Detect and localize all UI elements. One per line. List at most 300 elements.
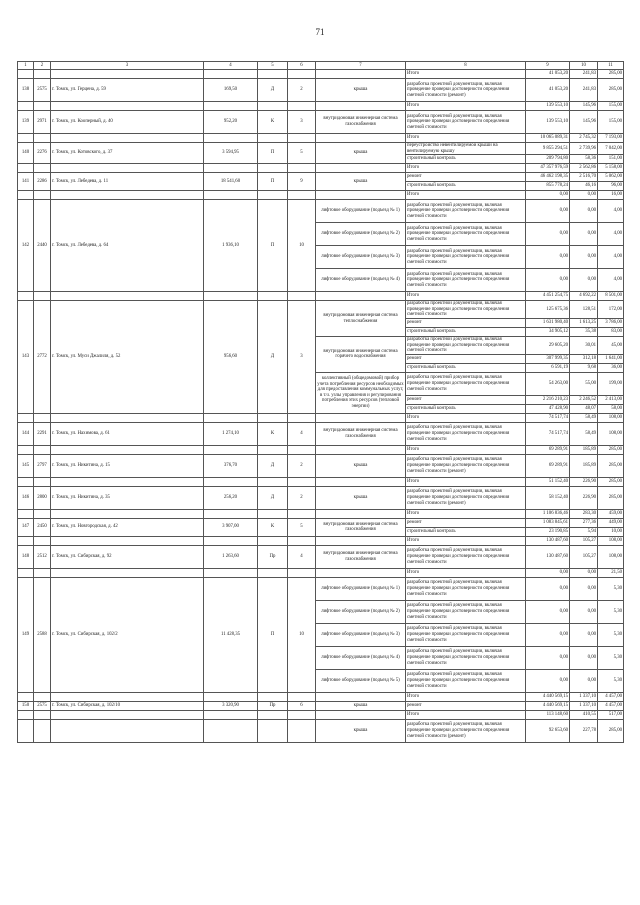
unit-cost-cell: 5,94 <box>570 527 598 536</box>
unit-cost-cell: 0,00 <box>570 600 598 623</box>
element-cell: крыша <box>316 486 406 509</box>
work-type-cell: разработка проектной документации, включая проведение проверки достоверности определения сметной стоимости <box>406 223 526 246</box>
column-number-header: 11 <box>598 62 624 70</box>
limit-cost-cell: 4 457,00 <box>598 692 624 701</box>
empty-cell <box>204 413 258 422</box>
row-number-cell: 146 <box>18 486 34 509</box>
cost-cell: 1 106 836,46 <box>526 509 570 518</box>
unit-cost-cell: 410,55 <box>570 710 598 719</box>
floors-cell: 10 <box>288 577 316 692</box>
column-number-header: 3 <box>51 62 204 70</box>
work-type-cell: строительный контроль <box>406 327 526 336</box>
limit-cost-cell: 108,00 <box>598 536 624 545</box>
limit-cost-cell: 3 786,00 <box>598 318 624 327</box>
limit-cost-cell: 7 042,00 <box>598 143 624 155</box>
total-row <box>18 70 624 79</box>
empty-cell <box>316 509 406 518</box>
unit-cost-cell: 105,27 <box>570 545 598 568</box>
empty-cell <box>258 70 288 79</box>
cost-cell: 113 148,60 <box>526 710 570 719</box>
empty-cell <box>51 134 204 143</box>
unit-cost-cell: 58,49 <box>570 422 598 445</box>
work-type-cell: ремонт <box>406 173 526 182</box>
area-cell: 1 263,60 <box>204 545 258 568</box>
empty-cell <box>51 710 204 719</box>
row-number-cell: 143 <box>18 301 34 414</box>
empty-cell <box>18 292 34 301</box>
element-cell: лифтовое оборудование (подъезд № 2) <box>316 223 406 246</box>
house-id-cell: 2588 <box>34 577 51 692</box>
empty-cell <box>34 692 51 701</box>
address-cell: г. Томск, ул. Лебедева, д. 64 <box>51 200 204 292</box>
unit-cost-cell: 58,49 <box>570 413 598 422</box>
unit-cost-cell: 30,01 <box>570 336 598 354</box>
limit-cost-cell: 5 062,00 <box>598 173 624 182</box>
empty-cell <box>204 710 258 719</box>
empty-cell <box>258 477 288 486</box>
area-cell: 18 541,60 <box>204 173 258 191</box>
total-row <box>18 509 624 518</box>
element-cell: крыша <box>316 454 406 477</box>
cost-cell: 47 357 976,59 <box>526 164 570 173</box>
empty-cell <box>51 70 204 79</box>
wall-material-cell: П <box>258 577 288 692</box>
unit-cost-cell: 1 337,10 <box>570 701 598 710</box>
work-type-cell: строительный контроль <box>406 182 526 191</box>
house-id-cell: 2797 <box>34 454 51 477</box>
cost-cell: 74 517,74 <box>526 422 570 445</box>
column-number-header: 2 <box>34 62 51 70</box>
empty-cell <box>316 70 406 79</box>
empty-cell <box>34 477 51 486</box>
element-cell: внутридомовая инженерная система горячего водоснабжения <box>316 336 406 372</box>
row-number-cell: 149 <box>18 577 34 692</box>
cost-cell: 0,00 <box>526 646 570 669</box>
limit-cost-cell: 172,00 <box>598 301 624 319</box>
limit-cost-cell: 4,00 <box>598 223 624 246</box>
floors-cell: 5 <box>288 518 316 536</box>
element-cell: лифтовое оборудование (подъезд № 2) <box>316 600 406 623</box>
floors-cell: 5 <box>288 143 316 164</box>
unit-cost-cell: 226,90 <box>570 486 598 509</box>
work-type-cell: разработка проектной документации, включая проведение проверки достоверности определения сметной стоимости <box>406 669 526 692</box>
empty-cell <box>51 692 204 701</box>
unit-cost-cell: 105,27 <box>570 536 598 545</box>
unit-cost-cell: 58,36 <box>570 155 598 164</box>
cost-cell: 139 553,10 <box>526 102 570 111</box>
wall-material-cell: Д <box>258 486 288 509</box>
row-number-cell <box>18 719 34 742</box>
table-row <box>18 701 624 710</box>
wall-material-cell: Пр <box>258 545 288 568</box>
unit-cost-cell: 2 516,70 <box>570 173 598 182</box>
empty-cell <box>288 692 316 701</box>
work-type-cell: ремонт <box>406 518 526 527</box>
limit-cost-cell: 155,00 <box>598 111 624 134</box>
cost-cell: 9 855 294,51 <box>526 143 570 155</box>
limit-cost-cell: 8 501,00 <box>598 292 624 301</box>
empty-cell <box>288 102 316 111</box>
empty-cell <box>288 164 316 173</box>
empty-cell <box>51 445 204 454</box>
work-type-cell: разработка проектной документации, включая проведение проверки достоверности определения сметной стоимости <box>406 372 526 395</box>
empty-cell <box>288 134 316 143</box>
cost-cell: 0,00 <box>526 200 570 223</box>
cost-cell: 92 653,60 <box>526 719 570 742</box>
empty-cell <box>258 292 288 301</box>
work-type-cell: Итого <box>406 292 526 301</box>
unit-cost-cell: 0,00 <box>570 568 598 577</box>
limit-cost-cell: 285,00 <box>598 477 624 486</box>
total-row <box>18 568 624 577</box>
work-type-cell: Итого <box>406 477 526 486</box>
limit-cost-cell: 4,00 <box>598 269 624 292</box>
limit-cost-cell: 21,50 <box>598 568 624 577</box>
work-type-cell: ремонт <box>406 395 526 404</box>
work-type-cell: разработка проектной документации, включая проведение проверки достоверности определения сметной стоимости <box>406 623 526 646</box>
unit-cost-cell: 312,18 <box>570 354 598 363</box>
empty-cell <box>18 134 34 143</box>
empty-cell <box>18 70 34 79</box>
empty-cell <box>18 477 34 486</box>
cost-cell: 23 190,85 <box>526 527 570 536</box>
empty-cell <box>316 413 406 422</box>
table-row <box>18 79 624 102</box>
table-row <box>18 111 624 134</box>
table-row <box>18 545 624 568</box>
limit-cost-cell: 199,00 <box>598 372 624 395</box>
empty-cell <box>34 445 51 454</box>
work-type-cell: строительный контроль <box>406 527 526 536</box>
unit-cost-cell: 2 745,32 <box>570 134 598 143</box>
limit-cost-cell: 5 158,00 <box>598 164 624 173</box>
unit-cost-cell: 35,38 <box>570 327 598 336</box>
unit-cost-cell: 145,96 <box>570 111 598 134</box>
work-type-cell: Итого <box>406 710 526 719</box>
house-id-cell: 2772 <box>34 301 51 414</box>
cost-cell: 0,00 <box>526 623 570 646</box>
empty-cell <box>288 413 316 422</box>
house-id-cell: 2286 <box>34 173 51 191</box>
empty-cell <box>288 710 316 719</box>
work-type-cell: разработка проектной документации, включая проведение проверки достоверности определения сметной стоимости <box>406 577 526 600</box>
cost-cell: 0,00 <box>526 223 570 246</box>
element-cell: лифтовое оборудование (подъезд № 3) <box>316 623 406 646</box>
wall-material-cell: П <box>258 143 288 164</box>
floors-cell: 6 <box>288 701 316 710</box>
house-id-cell: 2575 <box>34 79 51 102</box>
work-type-cell: разработка проектной документации, включая проведение проверки достоверности определения сметной стоимости <box>406 600 526 623</box>
house-id-cell <box>34 719 51 742</box>
address-cell: г. Томск, ул. Муси Джалиля, д. 52 <box>51 301 204 414</box>
total-row <box>18 164 624 173</box>
work-type-cell: разработка проектной документации, включая проведение проверки достоверности определения сметной стоимости (ремонт) <box>406 454 526 477</box>
floors-cell: 10 <box>288 200 316 292</box>
total-row <box>18 134 624 143</box>
cost-cell: 41 053,20 <box>526 79 570 102</box>
table-row <box>18 486 624 509</box>
empty-cell <box>18 445 34 454</box>
empty-cell <box>34 191 51 200</box>
unit-cost-cell: 227,78 <box>570 719 598 742</box>
empty-cell <box>204 134 258 143</box>
work-type-cell: ремонт <box>406 701 526 710</box>
limit-cost-cell: 16,00 <box>598 191 624 200</box>
total-row <box>18 710 624 719</box>
element-cell: лифтовое оборудование (подъезд № 3) <box>316 246 406 269</box>
cost-cell: 4 451 254,75 <box>526 292 570 301</box>
floors-cell: 3 <box>288 111 316 134</box>
element-cell: крыша <box>316 79 406 102</box>
cost-cell: 69 289,91 <box>526 445 570 454</box>
cost-cell: 74 517,74 <box>526 413 570 422</box>
empty-cell <box>51 102 204 111</box>
work-type-cell: Итого <box>406 102 526 111</box>
empty-cell <box>316 710 406 719</box>
empty-cell <box>18 509 34 518</box>
area-cell: 952,20 <box>204 111 258 134</box>
limit-cost-cell: 96,00 <box>598 182 624 191</box>
empty-cell <box>258 710 288 719</box>
work-type-cell: Итого <box>406 134 526 143</box>
page-number: 71 <box>315 27 325 37</box>
row-number-cell: 148 <box>18 545 34 568</box>
empty-cell <box>288 191 316 200</box>
limit-cost-cell: 58,00 <box>598 404 624 413</box>
empty-cell <box>204 477 258 486</box>
element-cell: внутридомовая инженерная система газоснабжения <box>316 518 406 536</box>
work-type-cell: разработка проектной документации, включая проведение проверки достоверности определения сметной стоимости (ремонт) <box>406 79 526 102</box>
unit-cost-cell: 2 562,86 <box>570 164 598 173</box>
unit-cost-cell: 46,16 <box>570 182 598 191</box>
empty-cell <box>34 164 51 173</box>
area-cell: 956,60 <box>204 301 258 414</box>
total-row <box>18 692 624 701</box>
limit-cost-cell: 5,30 <box>598 577 624 600</box>
limit-cost-cell: 459,00 <box>598 509 624 518</box>
column-number-header: 1 <box>18 62 34 70</box>
empty-cell <box>51 509 204 518</box>
table-row <box>18 173 624 182</box>
area-cell: 3 320,90 <box>204 701 258 710</box>
work-type-cell: Итого <box>406 509 526 518</box>
empty-cell <box>316 164 406 173</box>
address-cell: г. Томск, ул. Герцена, д. 59 <box>51 79 204 102</box>
wall-material-cell: К <box>258 111 288 134</box>
cost-cell: 69 289,91 <box>526 454 570 477</box>
work-type-cell: ремонт <box>406 354 526 363</box>
cost-cell: 51 152,40 <box>526 477 570 486</box>
area-cell: 256,20 <box>204 486 258 509</box>
cost-cell: 130 487,60 <box>526 536 570 545</box>
empty-cell <box>258 445 288 454</box>
floors-cell <box>288 719 316 742</box>
empty-cell <box>51 292 204 301</box>
element-cell: внутридомовая инженерная система газоснабжения <box>316 111 406 134</box>
address-cell: г. Томск, ул. Лебедева, д. 11 <box>51 173 204 191</box>
empty-cell <box>204 692 258 701</box>
unit-cost-cell: 145,96 <box>570 102 598 111</box>
element-cell: лифтовое оборудование (подъезд № 1) <box>316 577 406 600</box>
limit-cost-cell: 5,30 <box>598 646 624 669</box>
cost-cell: 46 462 198,35 <box>526 173 570 182</box>
cost-cell: 0,00 <box>526 191 570 200</box>
element-cell: лифтовое оборудование (подъезд № 5) <box>316 669 406 692</box>
empty-cell <box>204 70 258 79</box>
cost-cell: 1 083 845,61 <box>526 518 570 527</box>
element-cell: лифтовое оборудование (подъезд № 1) <box>316 200 406 223</box>
floors-cell: 2 <box>288 454 316 477</box>
empty-cell <box>258 509 288 518</box>
work-type-cell: разработка проектной документации, включая проведение проверки достоверности определения сметной стоимости <box>406 246 526 269</box>
empty-cell <box>34 413 51 422</box>
empty-cell <box>18 536 34 545</box>
empty-cell <box>51 568 204 577</box>
row-number-cell: 139 <box>18 111 34 134</box>
limit-cost-cell: 108,00 <box>598 545 624 568</box>
empty-cell <box>204 509 258 518</box>
empty-cell <box>18 413 34 422</box>
empty-cell <box>288 536 316 545</box>
wall-material-cell: Д <box>258 301 288 414</box>
empty-cell <box>18 191 34 200</box>
table-row <box>18 577 624 600</box>
unit-cost-cell: 241,83 <box>570 70 598 79</box>
unit-cost-cell: 55,00 <box>570 372 598 395</box>
empty-cell <box>258 692 288 701</box>
address-cell: г. Томск, ул. Сибирская, д. 102/2 <box>51 577 204 692</box>
limit-cost-cell: 36,00 <box>598 363 624 372</box>
unit-cost-cell: 226,90 <box>570 477 598 486</box>
unit-cost-cell: 4 692,22 <box>570 292 598 301</box>
empty-cell <box>34 509 51 518</box>
cost-cell: 47 428,90 <box>526 404 570 413</box>
empty-cell <box>316 292 406 301</box>
area-cell: 169,50 <box>204 79 258 102</box>
element-cell: коллективный (общедомовой) прибор учета потребления ресурсов необходимых для предоставления коммунальных услуг, в т.ч. узлы управления и регулирования потребления этих ресурсов (тепловой энергии) <box>316 372 406 413</box>
area-cell: 11 428,35 <box>204 577 258 692</box>
column-number-header: 8 <box>406 62 526 70</box>
empty-cell <box>51 477 204 486</box>
empty-cell <box>316 134 406 143</box>
row-number-cell: 145 <box>18 454 34 477</box>
floors-cell: 4 <box>288 545 316 568</box>
area-cell: 1 936,10 <box>204 200 258 292</box>
work-type-cell: Итого <box>406 536 526 545</box>
element-cell: крыша <box>316 719 406 742</box>
empty-cell <box>34 70 51 79</box>
empty-cell <box>258 568 288 577</box>
work-type-cell: разработка проектной документации, включая проведение проверки достоверности определения сметной стоимости <box>406 301 526 319</box>
address-cell: г. Томск, ул. Сибирская, д. 92 <box>51 545 204 568</box>
element-cell: внутридомовая инженерная система газоснабжения <box>316 545 406 568</box>
limit-cost-cell: 2 413,00 <box>598 395 624 404</box>
header-row <box>18 62 624 70</box>
area-cell: 1 274,10 <box>204 422 258 445</box>
cost-cell: 10 065 089,31 <box>526 134 570 143</box>
empty-cell <box>34 102 51 111</box>
empty-cell <box>34 134 51 143</box>
table-row <box>18 719 624 742</box>
area-cell: 3 907,00 <box>204 518 258 536</box>
empty-cell <box>288 292 316 301</box>
element-cell: лифтовое оборудование (подъезд № 4) <box>316 269 406 292</box>
total-row <box>18 445 624 454</box>
empty-cell <box>18 102 34 111</box>
cost-cell: 125 675,36 <box>526 301 570 319</box>
work-type-cell: Итого <box>406 692 526 701</box>
area-cell <box>204 719 258 742</box>
empty-cell <box>258 134 288 143</box>
column-number-header: 5 <box>258 62 288 70</box>
limit-cost-cell: 155,00 <box>598 102 624 111</box>
empty-cell <box>18 568 34 577</box>
unit-cost-cell: 0,00 <box>570 623 598 646</box>
cost-cell: 58 152,40 <box>526 486 570 509</box>
empty-cell <box>288 477 316 486</box>
limit-cost-cell: 1 641,00 <box>598 354 624 363</box>
element-cell: крыша <box>316 173 406 191</box>
limit-cost-cell: 108,00 <box>598 413 624 422</box>
wall-material-cell: Д <box>258 79 288 102</box>
capital-repair-register-table <box>17 61 624 743</box>
work-type-cell: переустройство невентилируемой крыши на вентилируемую крышу <box>406 143 526 155</box>
unit-cost-cell: 9,68 <box>570 363 598 372</box>
address-cell: г. Томск, ул. Новгородская, д. 42 <box>51 518 204 536</box>
cost-cell: 139 553,10 <box>526 111 570 134</box>
wall-material-cell: Д <box>258 454 288 477</box>
limit-cost-cell: 5,30 <box>598 669 624 692</box>
address-cell: г. Томск, ул. Нахимова, д. 61 <box>51 422 204 445</box>
wall-material-cell: К <box>258 518 288 536</box>
unit-cost-cell: 0,00 <box>570 646 598 669</box>
house-id-cell: 2800 <box>34 486 51 509</box>
house-id-cell: 2450 <box>34 518 51 536</box>
limit-cost-cell: 285,00 <box>598 79 624 102</box>
element-cell: лифтовое оборудование (подъезд № 4) <box>316 646 406 669</box>
work-type-cell: разработка проектной документации, включая проведение проверки достоверности определения сметной стоимости (ремонт) <box>406 486 526 509</box>
limit-cost-cell: 151,00 <box>598 155 624 164</box>
wall-material-cell: П <box>258 200 288 292</box>
empty-cell <box>34 292 51 301</box>
unit-cost-cell: 0,00 <box>570 577 598 600</box>
work-type-cell: Итого <box>406 70 526 79</box>
limit-cost-cell: 285,00 <box>598 719 624 742</box>
cost-cell: 6 591,19 <box>526 363 570 372</box>
cost-cell: 29 605,20 <box>526 336 570 354</box>
work-type-cell: Итого <box>406 164 526 173</box>
empty-cell <box>51 536 204 545</box>
house-id-cell: 2276 <box>34 143 51 164</box>
work-type-cell: разработка проектной документации, включая проведение проверки достоверности определения сметной стоимости <box>406 269 526 292</box>
work-type-cell: разработка проектной документации, включая проведение проверки достоверности определения сметной стоимости <box>406 422 526 445</box>
column-number-header: 4 <box>204 62 258 70</box>
unit-cost-cell: 185,89 <box>570 454 598 477</box>
empty-cell <box>34 710 51 719</box>
limit-cost-cell: 10,00 <box>598 527 624 536</box>
work-type-cell: разработка проектной документации, включая проведение проверки достоверности определения сметной стоимости <box>406 200 526 223</box>
cost-cell: 0,00 <box>526 600 570 623</box>
area-cell: 376,70 <box>204 454 258 477</box>
work-type-cell: Итого <box>406 445 526 454</box>
empty-cell <box>34 536 51 545</box>
unit-cost-cell: 0,00 <box>570 223 598 246</box>
floors-cell: 2 <box>288 79 316 102</box>
empty-cell <box>258 102 288 111</box>
limit-cost-cell: 449,00 <box>598 518 624 527</box>
empty-cell <box>288 445 316 454</box>
work-type-cell: разработка проектной документации, включая проведение проверки достоверности определения сметной стоимости <box>406 646 526 669</box>
